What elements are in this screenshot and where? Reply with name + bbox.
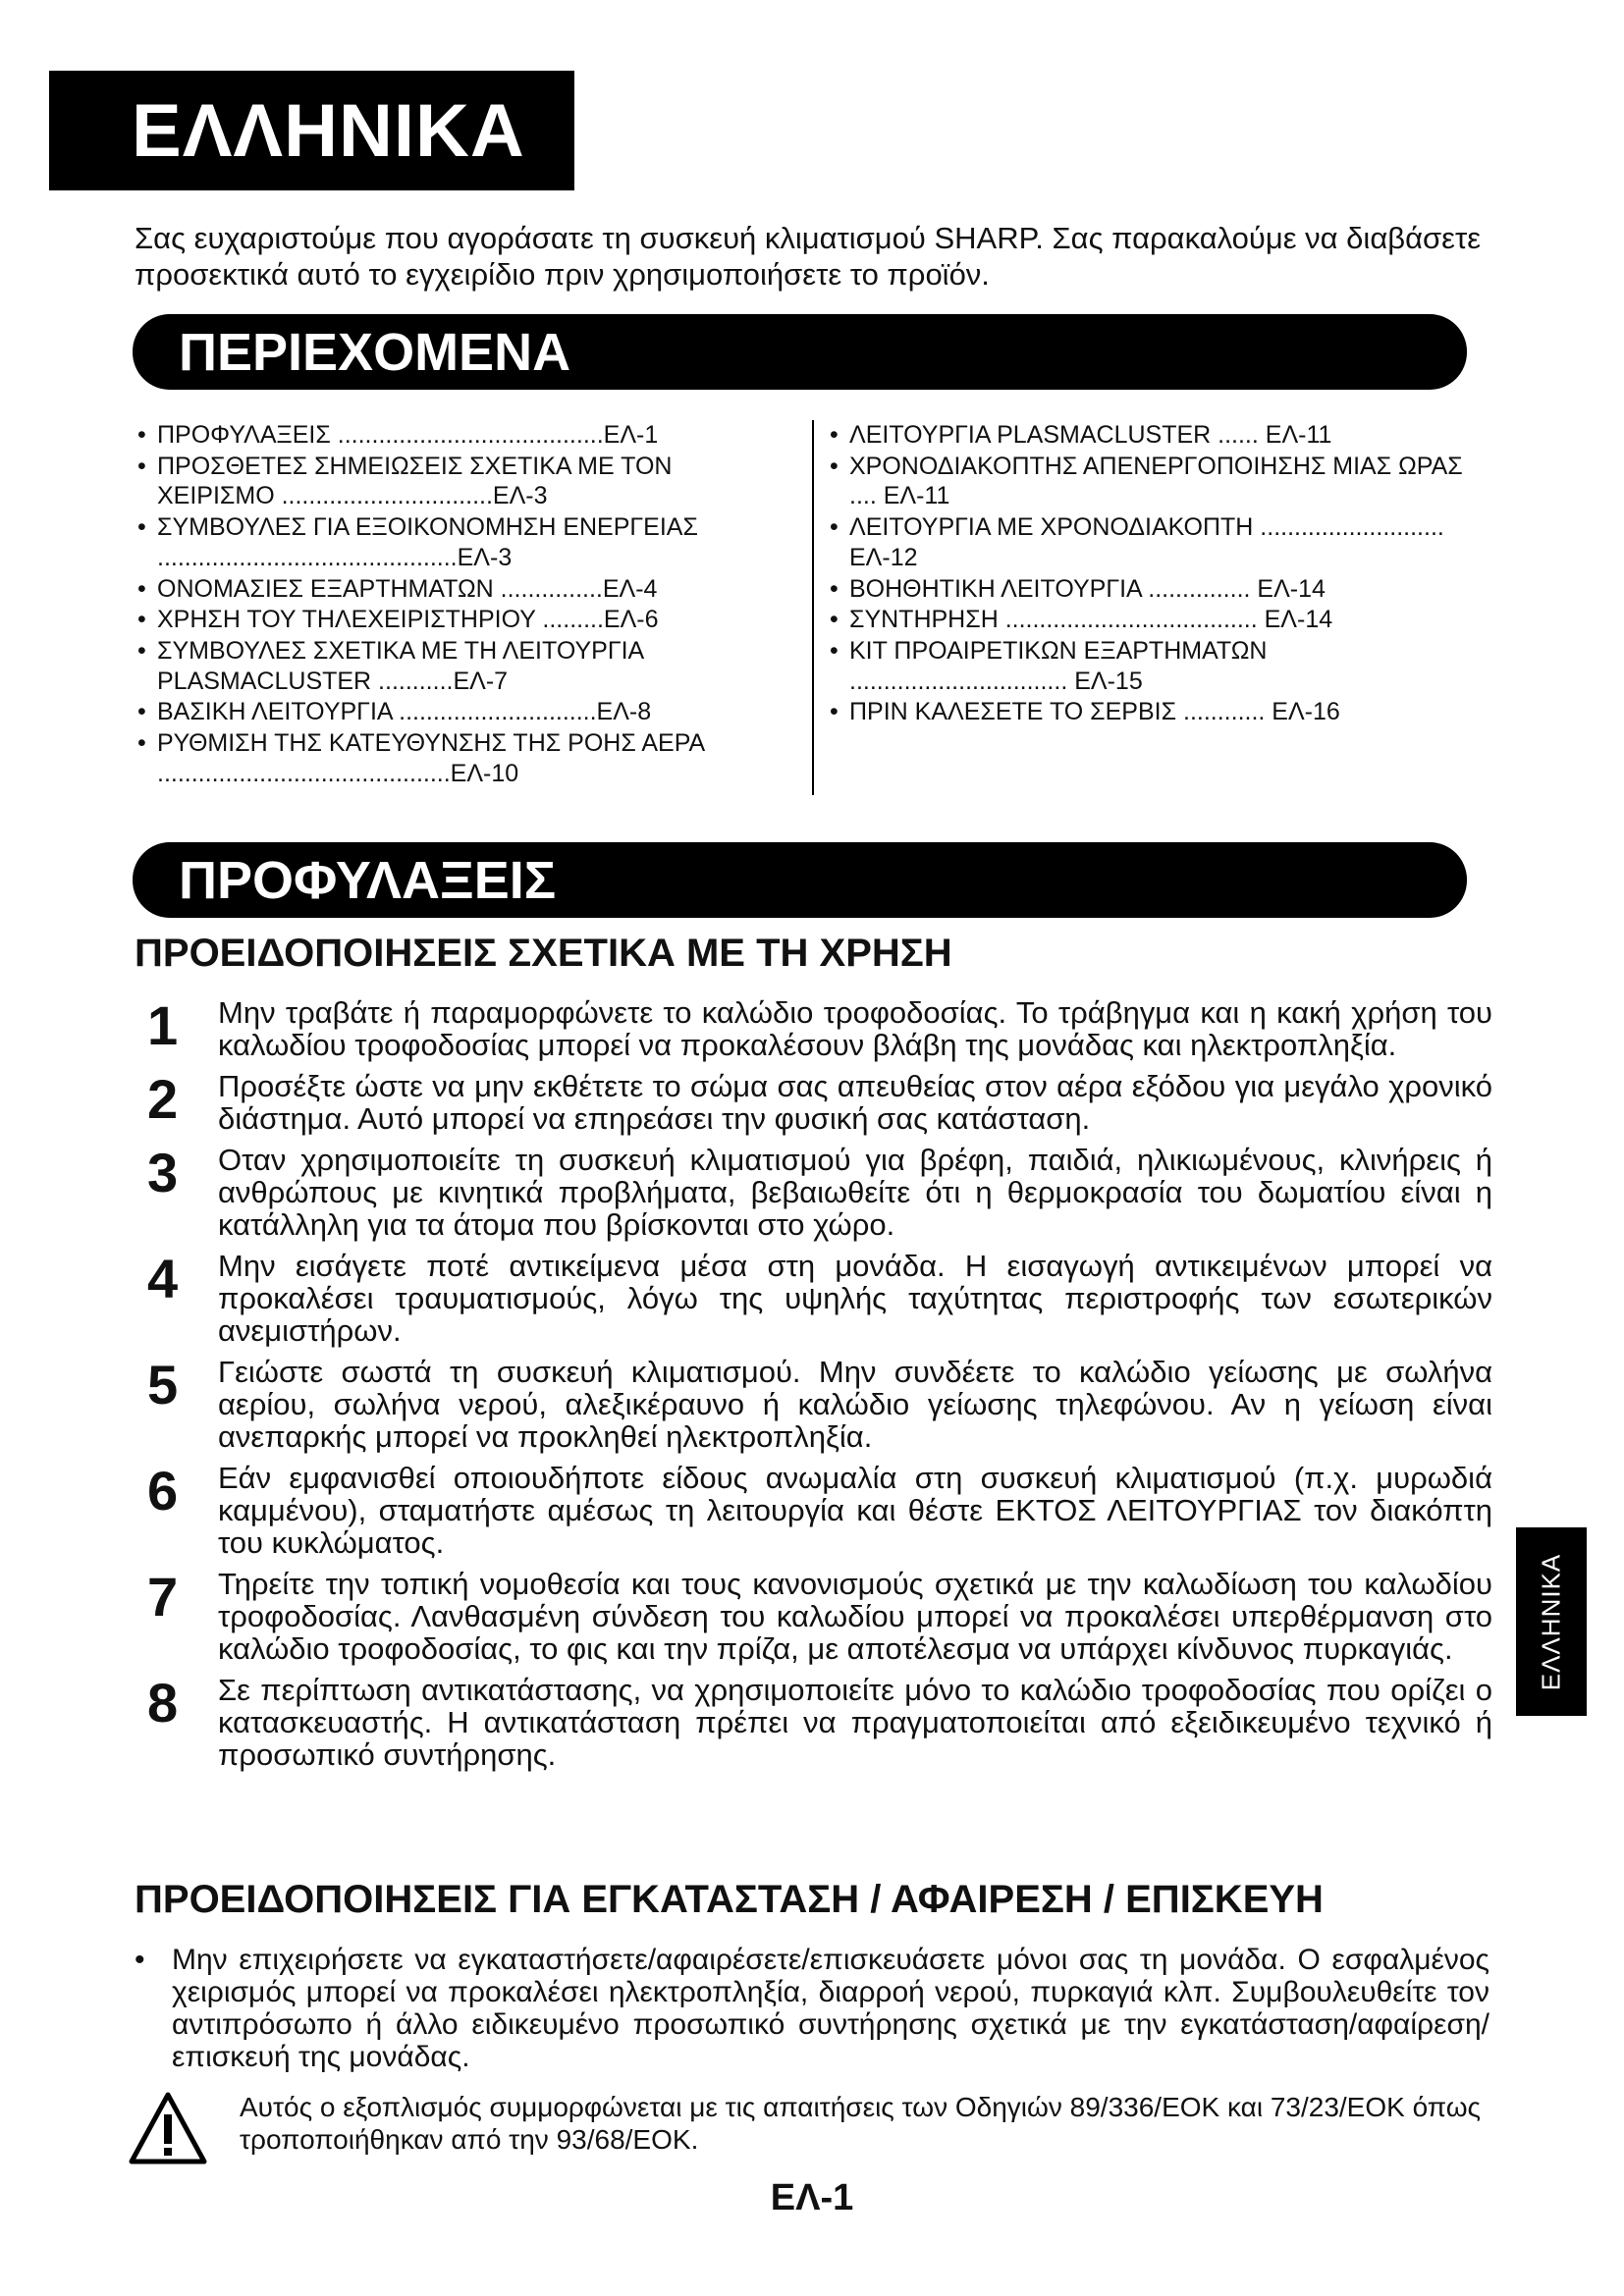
toc-item[interactable]: • ΚΙΤ ΠΡΟΑΙΡΕΤΙΚΩΝ ΕΞΑΡΤΗΜΑΤΩΝ ................................ ΕΛ-15 (830, 636, 1268, 695)
toc-divider (812, 420, 814, 795)
precautions-section-header: ΠΡΟΦΥΛΑΞΕΙΣ (133, 842, 1467, 918)
list-item: 3 Οταν χρησιμοποιείτε τη συσκευή κλιματισμού για βρέφη, παιδιά, ηλικιωμένους, κλινήρεις ή ανθρώπους με κινητικά προβλήματα, βεβαιωθείτε ότι η θερμοκρασία του δωματίου είναι η κατάλληλη για τα άτομα που βρίσκονται στο χώρο. (147, 1142, 1492, 1242)
toc-item[interactable]: • ΣΥΜΒΟΥΛΕΣ ΣΧΕΤΙΚΑ ΜΕ ΤΗ ΛΕΙΤΟΥΡΓΙΑ PLASMACLUSTER ...........ΕΛ-7 (137, 636, 643, 695)
install-warnings-heading: ΠΡΟΕΙΔΟΠΟΙΗΣΕΙΣ ΓΙΑ ΕΓΚΑΤΑΣΤΑΣΗ / ΑΦΑΙΡΕΣΗ / ΕΠΙΣΚΕΥΗ (135, 1878, 1324, 1921)
toc-item[interactable]: • ΣΥΜΒΟΥΛΕΣ ΓΙΑ ΕΞΟΙΚΟΝΟΜΗΣΗ ΕΝΕΡΓΕΙΑΣ ............................................ΕΛ-3 (137, 513, 698, 571)
list-item: 7 Τηρείτε την τοπική νομοθεσία και τους κανονισμούς σχετικά με την καλωδίωση του καλωδίου τροφοδοσίας. Λανθασμένη σύνδεση του καλωδίου μπορεί να προκαλέσει υπερθέρμανση στο καλώδιο τροφοδοσίας, το φις και την πρίζα, με αποτέλεσμα να υπάρχει κίνδυνος πυρκαγιάς. (147, 1566, 1492, 1666)
table-of-contents (137, 420, 1492, 795)
toc-item[interactable]: • ΠΡΟΦΥΛΑΞΕΙΣ .......................................ΕΛ-1 (137, 421, 659, 449)
toc-item[interactable]: • ΡΥΘΜΙΣΗ ΤΗΣ ΚΑΤΕΥΘΥΝΣΗΣ ΤΗΣ ΡΟΗΣ ΑΕΡΑ ...........................................ΕΛ-10 (137, 729, 704, 787)
toc-item[interactable]: • ΣΥΝΤΗΡΗΣΗ ..................................... ΕΛ-14 (830, 606, 1333, 634)
use-warnings-heading: ΠΡΟΕΙΔΟΠΟΙΗΣΕΙΣ ΣΧΕΤΙΚΑ ΜΕ ΤΗ ΧΡΗΣΗ (135, 932, 952, 975)
use-warnings-list (147, 996, 1492, 1780)
install-warning-text: • Μην επιχειρήσετε να εγκαταστήσετε/αφαιρέσετε/επισκευάσετε μόνοι σας τη μονάδα. Ο εσφαλμένος χειρισμός μπορεί να προκαλέσει ηλεκτροπληξία, διαρροή νερού, πυρκαγιά κλπ. Συμβουλευθείτε τον αντιπρόσωπο ή άλλο ειδικευμένο προσωπικό συντήρησης σχετικά με την εγκατάσταση/αφαίρεση/επισκευή της μονάδας. (135, 1944, 1489, 2073)
compliance-notice (128, 2091, 1492, 2165)
toc-item[interactable]: • ΠΡΟΣΘΕΤΕΣ ΣΗΜΕΙΩΣΕΙΣ ΣΧΕΤΙΚΑ ΜΕ ΤΟΝ ΧΕΙΡΙΣΜΟ ...............................ΕΛ-3 (137, 452, 673, 510)
list-item: 6 Εάν εμφανισθεί οποιουδήποτε είδους ανωμαλία στη συσκευή κλιματισμού (π.χ. μυρωδιά καμμένου), σταματήστε αμέσως τη λειτουργία και θέστε ΕΚΤΟΣ ΛΕΙΤΟΥΡΓΙΑΣ τον διακόπτη του κυκλώματος. (147, 1460, 1492, 1560)
toc-right-column (830, 420, 1470, 728)
toc-item[interactable]: • ΟΝΟΜΑΣΙΕΣ ΕΞΑΡΤΗΜΑΤΩΝ ...............ΕΛ-4 (137, 574, 658, 603)
list-item: 4 Μην εισάγετε ποτέ αντικείμενα μέσα στη μονάδα. Η εισαγωγή αντικειμένων μπορεί να προκαλέσει τραυματισμούς, λόγω της υψηλής ταχύτητας περιστροφής των εσωτερικών ανεμιστήρων. (147, 1248, 1492, 1348)
toc-item[interactable]: • ΒΟΗΘΗΤΙΚΗ ΛΕΙΤΟΥΡΓΙΑ ............... ΕΛ-14 (830, 574, 1326, 603)
contents-section-header: ΠΕΡΙΕΧΟΜΕΝΑ (133, 314, 1467, 390)
language-banner: ΕΛΛΗΝΙΚΑ (49, 71, 574, 190)
intro-text: Σας ευχαριστούμε που αγοράσατε τη συσκευή κλιματισμού SHARP. Σας παρακαλούμε να διαβάσετε προσεκτικά αυτό το εγχειρίδιο πριν χρησιμοποιήσετε το προϊόν. (135, 221, 1482, 292)
compliance-text: Αυτός ο εξοπλισμός συμμορφώνεται με τις απαιτήσεις των Οδηγιών 89/336/ΕΟΚ και 73/23/ΕΟΚ όπως τροποποιήθηκαν από την 93/68/ΕΟΚ. (240, 2092, 1482, 2155)
toc-left-column (137, 420, 776, 789)
side-language-tab: ΕΛΛΗΝΙΚΑ (1516, 1527, 1587, 1716)
list-item: 2 Προσέξτε ώστε να μην εκθέτετε το σώμα σας απευθείας στον αέρα εξόδου για μεγάλο χρονικό διάστημα. Αυτό μπορεί να επηρεάσει την φυσική σας κατάσταση. (147, 1068, 1492, 1136)
toc-item[interactable]: • ΛΕΙΤΟΥΡΓΙΑ PLASMACLUSTER ...... ΕΛ-11 (830, 421, 1332, 449)
toc-item[interactable]: • ΠΡΙΝ ΚΑΛΕΣΕΤΕ ΤΟ ΣΕΡΒΙΣ ............ ΕΛ-16 (830, 698, 1340, 726)
warning-triangle-icon (128, 2091, 208, 2165)
page-number: ΕΛ-1 (770, 2177, 854, 2218)
list-item: 5 Γειώστε σωστά τη συσκευή κλιματισμού. Μην συνδέετε το καλώδιο γείωσης με σωλήνα αερίου, σωλήνα νερού, αλεξικέραυνο ή καλώδιο γείωσης τηλεφώνου. Αν η γείωση είναι ανεπαρκής μπορεί να προκληθεί ηλεκτροπληξία. (147, 1354, 1492, 1454)
toc-item[interactable]: • ΧΡΟΝΟΔΙΑΚΟΠΤΗΣ ΑΠΕΝΕΡΓΟΠΟΙΗΣΗΣ ΜΙΑΣ ΩΡΑΣ .... ΕΛ-11 (830, 452, 1463, 510)
list-item: 8 Σε περίπτωση αντικατάστασης, να χρησιμοποιείτε μόνο το καλώδιο τροφοδοσίας που ορίζει ο κατασκευαστής. Η αντικατάσταση πρέπει να πραγματοποιείται από εξειδικευμένο τεχνικό ή προσωπικό συντήρησης. (147, 1672, 1492, 1772)
toc-item[interactable]: • ΧΡΗΣΗ ΤΟΥ ΤΗΛΕΧΕΙΡΙΣΤΗΡΙΟΥ .........ΕΛ-6 (137, 606, 659, 634)
toc-item[interactable]: • ΛΕΙΤΟΥΡΓΙΑ ΜΕ ΧΡΟΝΟΔΙΑΚΟΠΤΗ ........................... ΕΛ-12 (830, 513, 1444, 571)
toc-item[interactable]: • ΒΑΣΙΚΗ ΛΕΙΤΟΥΡΓΙΑ .............................ΕΛ-8 (137, 698, 652, 726)
list-item: 1 Μην τραβάτε ή παραμορφώνετε το καλώδιο τροφοδοσίας. Το τράβηγμα και η κακή χρήση του καλωδίου τροφοδοσίας μπορεί να προκαλέσουν βλάβη της μονάδας και ηλεκτροπληξία. (147, 994, 1492, 1062)
